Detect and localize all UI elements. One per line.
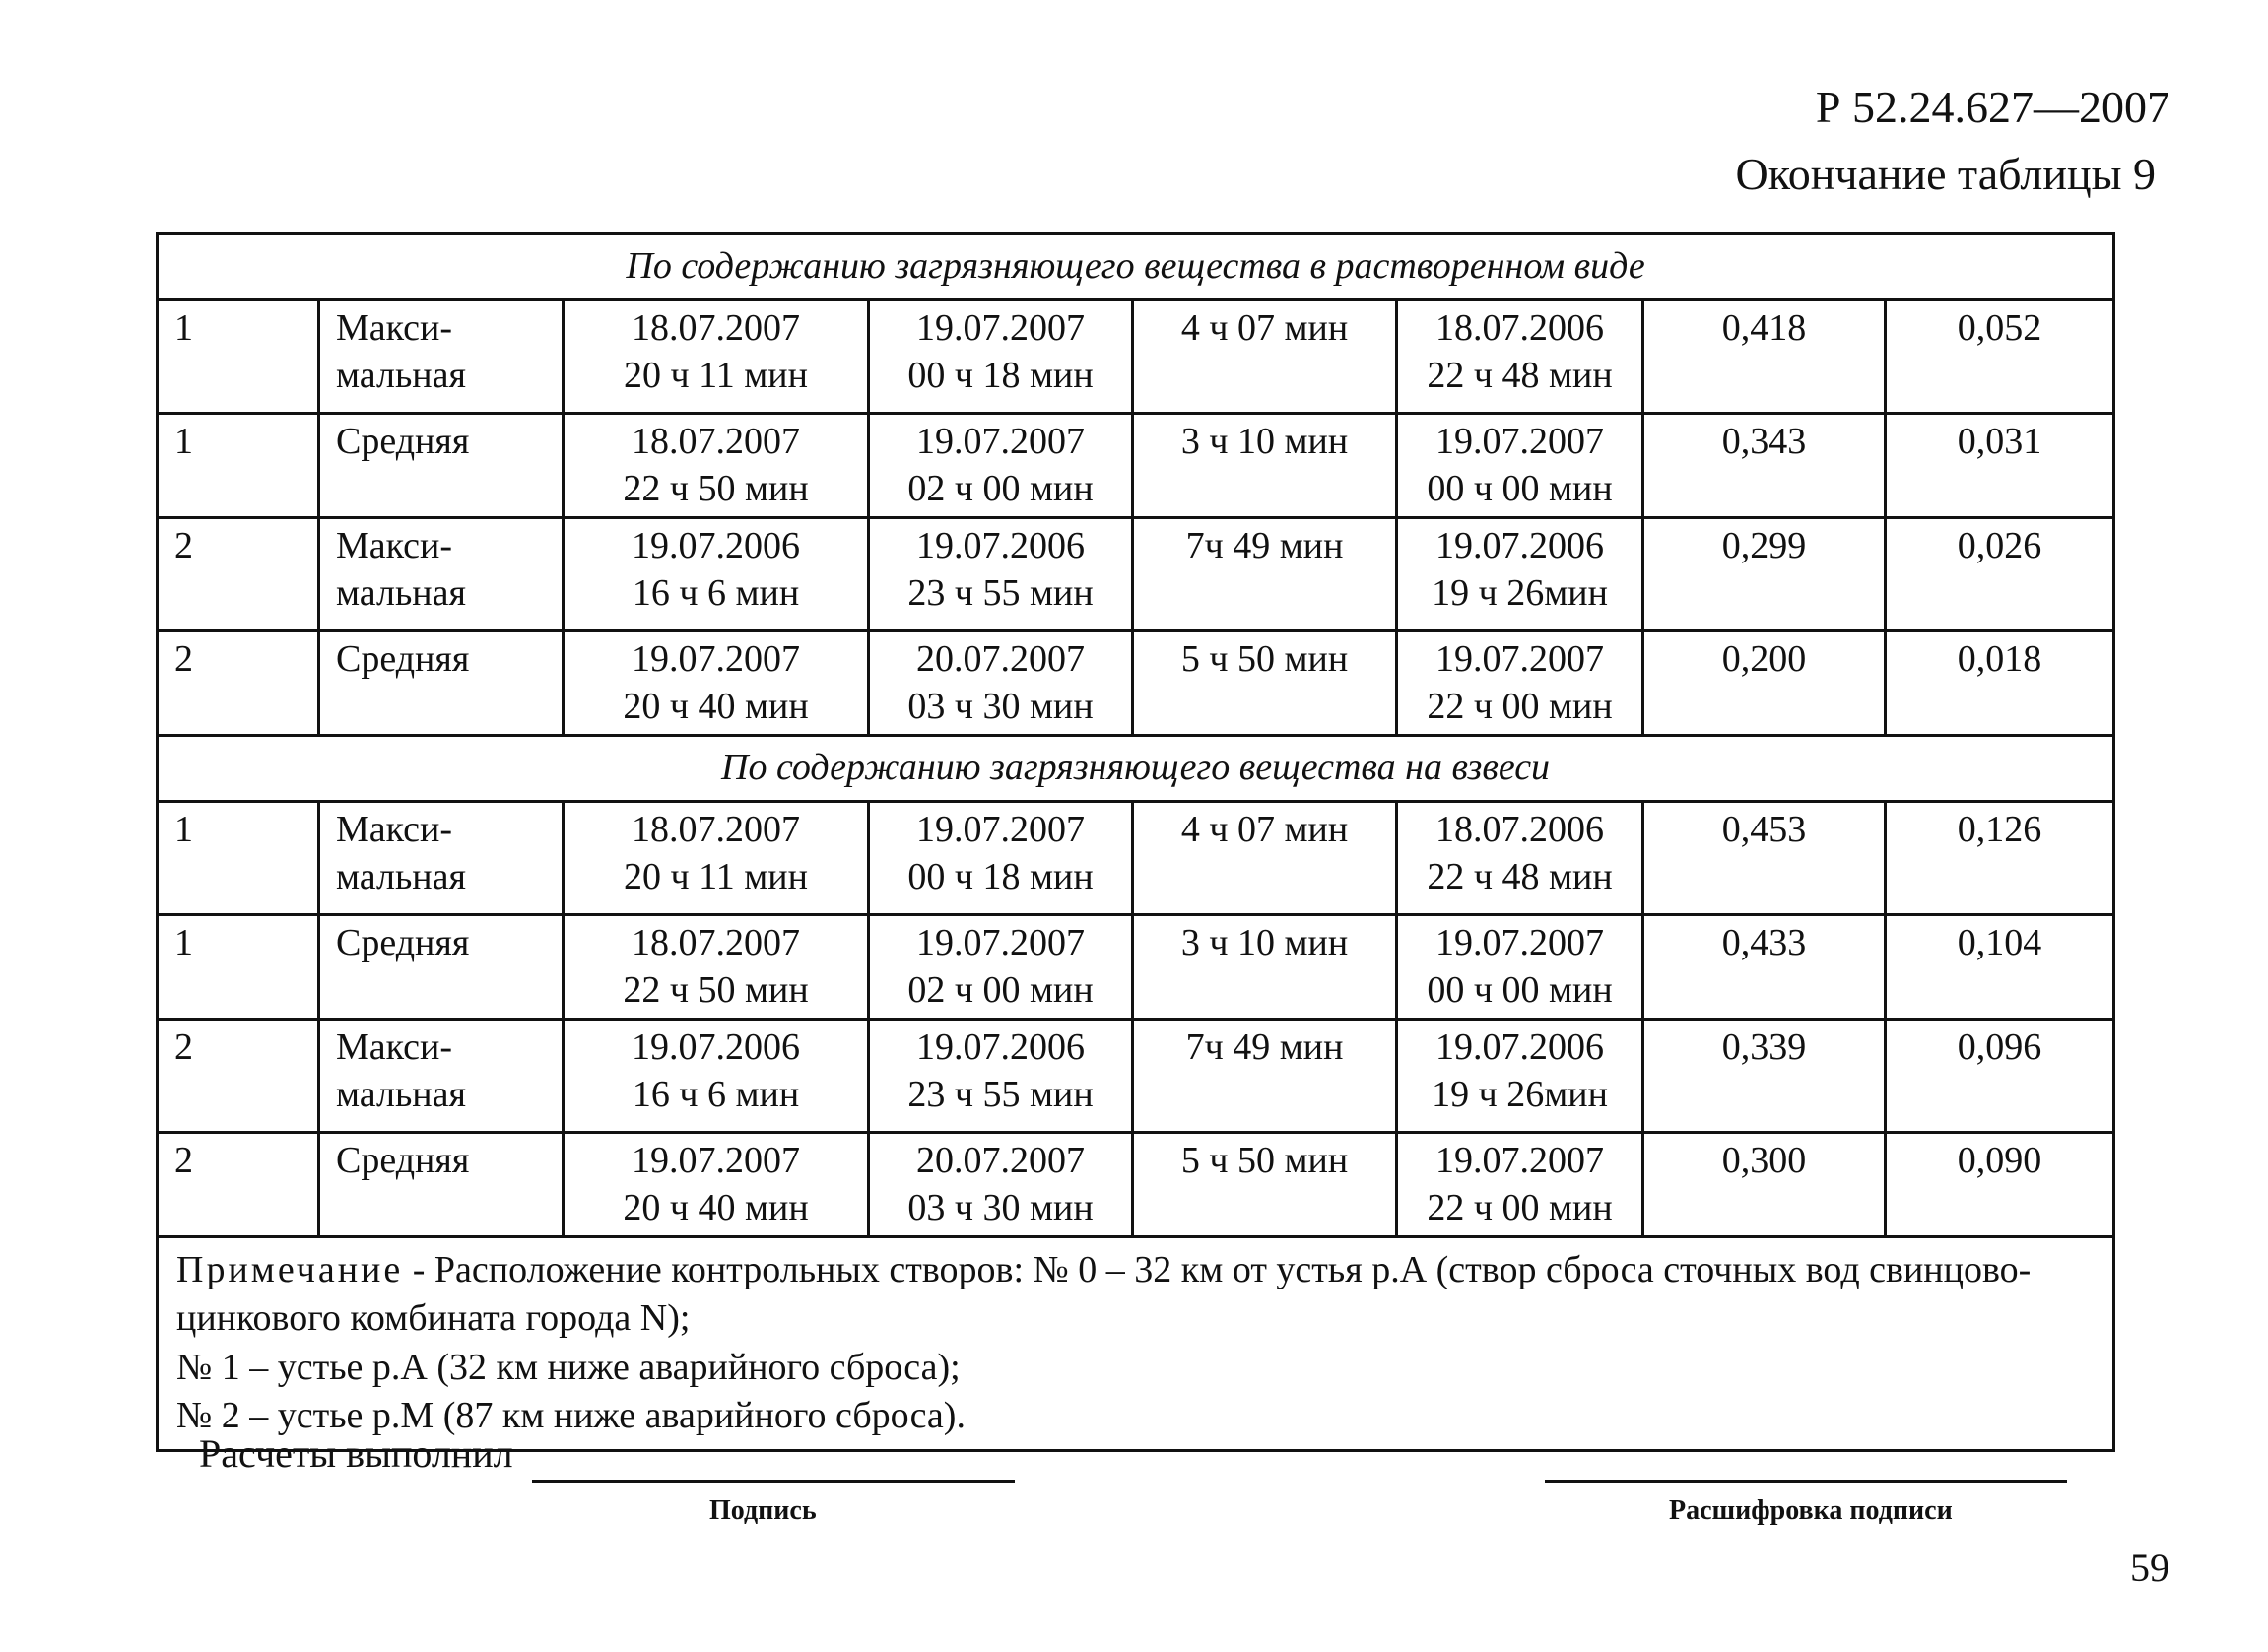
- table-note: [158, 1237, 2114, 1451]
- start-datetime-line: 16 ч 6 мин: [632, 1073, 800, 1115]
- value-2: [1886, 802, 2114, 915]
- duration: [1133, 518, 1397, 631]
- start-datetime-line: 20 ч 11 мин: [624, 855, 808, 897]
- concentration-type-line: Макси-: [336, 1026, 453, 1068]
- end-datetime-line: 23 ч 55 мин: [907, 1073, 1094, 1115]
- concentration-type-line: Средняя: [336, 421, 470, 462]
- start-datetime-line: 22 ч 50 мин: [623, 467, 809, 509]
- value-1-line: 0,433: [1721, 922, 1807, 963]
- note-line: [176, 1344, 2095, 1392]
- monitoring-point-number: [158, 631, 319, 736]
- value-2-line: 0,018: [1957, 638, 2042, 680]
- peak-datetime-line: 22 ч 00 мин: [1427, 685, 1613, 727]
- value-1: [1643, 518, 1886, 631]
- duration: [1133, 1133, 1397, 1237]
- start-datetime: [564, 631, 869, 736]
- concentration-type: [319, 300, 564, 414]
- duration: [1133, 631, 1397, 736]
- concentration-type-line: мальная: [336, 571, 466, 614]
- start-datetime-line: 19.07.2007: [632, 638, 800, 680]
- concentration-type-line: мальная: [336, 855, 466, 897]
- start-datetime-line: 18.07.2007: [632, 307, 800, 349]
- table-row: [158, 915, 2114, 1020]
- note-label: Примечание: [176, 1249, 404, 1290]
- peak-datetime-line: 18.07.2006: [1435, 307, 1604, 349]
- start-datetime-line: 16 ч 6 мин: [632, 571, 800, 614]
- value-1: [1643, 802, 1886, 915]
- document-code: Р 52.24.627—2007: [1815, 82, 2169, 132]
- value-1-line: 0,299: [1721, 525, 1807, 566]
- duration: [1133, 414, 1397, 518]
- peak-datetime-line: 18.07.2006: [1435, 809, 1604, 850]
- table-row: [158, 518, 2114, 631]
- value-2-line: 0,104: [1957, 922, 2042, 963]
- table-row: [158, 300, 2114, 414]
- end-datetime: [869, 915, 1133, 1020]
- end-datetime: [869, 414, 1133, 518]
- duration-line: 7ч 49 мин: [1185, 525, 1344, 566]
- peak-datetime: [1397, 802, 1643, 915]
- concentration-type-line: Средняя: [336, 922, 470, 963]
- monitoring-point-number: [158, 1133, 319, 1237]
- peak-datetime-line: 19.07.2006: [1435, 525, 1604, 566]
- table-row: [158, 414, 2114, 518]
- value-1-line: 0,300: [1721, 1140, 1807, 1181]
- end-datetime-line: 03 ч 30 мин: [907, 1186, 1094, 1228]
- concentration-type: [319, 414, 564, 518]
- section-heading: По содержанию загрязняющего вещества в растворенном виде: [158, 234, 2114, 300]
- start-datetime-line: 18.07.2007: [632, 421, 800, 462]
- end-datetime: [869, 631, 1133, 736]
- value-1-line: 0,343: [1721, 421, 1807, 462]
- end-datetime-line: 02 ч 00 мин: [907, 467, 1094, 509]
- data-table: [156, 232, 2115, 1452]
- end-datetime-line: 00 ч 18 мин: [907, 354, 1094, 396]
- table-continuation-title: Окончание таблицы 9: [1735, 149, 2156, 199]
- concentration-type: [319, 802, 564, 915]
- value-2: [1886, 300, 2114, 414]
- monitoring-point-number-line: 1: [174, 307, 193, 349]
- value-1-line: 0,453: [1721, 809, 1807, 850]
- concentration-type-line: Средняя: [336, 638, 470, 680]
- monitoring-point-number-line: 2: [174, 525, 193, 566]
- end-datetime-line: 03 ч 30 мин: [907, 685, 1094, 727]
- signature-decoding-line: [1545, 1480, 2067, 1483]
- duration-line: 5 ч 50 мин: [1180, 1140, 1349, 1181]
- duration-line: 4 ч 07 мин: [1180, 809, 1349, 850]
- duration: [1133, 802, 1397, 915]
- duration-line: 3 ч 10 мин: [1180, 922, 1349, 963]
- value-1: [1643, 631, 1886, 736]
- value-2: [1886, 414, 2114, 518]
- duration-line: 5 ч 50 мин: [1180, 638, 1349, 680]
- signature-line: [532, 1480, 1015, 1483]
- calculations-performed-label: Расчеты выполнил: [199, 1431, 513, 1476]
- end-datetime: [869, 802, 1133, 915]
- start-datetime: [564, 802, 869, 915]
- peak-datetime-line: 00 ч 00 мин: [1427, 467, 1613, 509]
- monitoring-point-number: [158, 300, 319, 414]
- peak-datetime: [1397, 631, 1643, 736]
- duration-line: 3 ч 10 мин: [1180, 421, 1349, 462]
- table-row: [158, 802, 2114, 915]
- peak-datetime: [1397, 300, 1643, 414]
- value-1: [1643, 1133, 1886, 1237]
- start-datetime: [564, 518, 869, 631]
- peak-datetime-line: 22 ч 00 мин: [1427, 1186, 1613, 1228]
- value-2-line: 0,090: [1957, 1140, 2042, 1181]
- concentration-type-line: мальная: [336, 354, 466, 396]
- start-datetime-line: 19.07.2007: [632, 1140, 800, 1181]
- monitoring-point-number-line: 1: [174, 809, 193, 850]
- value-1-line: 0,200: [1721, 638, 1807, 680]
- note-line: [176, 1246, 2095, 1294]
- peak-datetime-line: 19.07.2007: [1435, 1140, 1604, 1181]
- signature-caption: Подпись: [709, 1495, 817, 1526]
- table-row: [158, 1133, 2114, 1237]
- monitoring-point-number-line: 1: [174, 421, 193, 462]
- peak-datetime-line: 19 ч 26мин: [1432, 571, 1608, 614]
- note-text: № 1 – устье р.А (32 км ниже аварийного сброса);: [176, 1346, 961, 1388]
- value-2-line: 0,026: [1957, 525, 2042, 566]
- concentration-type: [319, 1020, 564, 1133]
- concentration-type: [319, 915, 564, 1020]
- end-datetime-line: 20.07.2007: [916, 1140, 1085, 1181]
- end-datetime-line: 19.07.2007: [916, 922, 1085, 963]
- value-2: [1886, 518, 2114, 631]
- concentration-type: [319, 1133, 564, 1237]
- start-datetime-line: 18.07.2007: [632, 922, 800, 963]
- peak-datetime-line: 19.07.2007: [1435, 922, 1604, 963]
- section-heading: По содержанию загрязняющего вещества на взвеси: [158, 736, 2114, 802]
- peak-datetime-line: 19.07.2007: [1435, 638, 1604, 680]
- monitoring-point-number: [158, 518, 319, 631]
- value-2: [1886, 631, 2114, 736]
- note-text: № 2 – устье р.М (87 км ниже аварийного сброса).: [176, 1395, 966, 1437]
- value-1: [1643, 300, 1886, 414]
- concentration-type: [319, 518, 564, 631]
- table-row: [158, 631, 2114, 736]
- end-datetime: [869, 1020, 1133, 1133]
- peak-datetime-line: 19 ч 26мин: [1432, 1073, 1608, 1115]
- duration-line: 7ч 49 мин: [1185, 1026, 1344, 1068]
- value-2-line: 0,126: [1957, 809, 2042, 850]
- value-2-line: 0,031: [1957, 421, 2042, 462]
- note-line: [176, 1294, 2095, 1343]
- start-datetime-line: 18.07.2007: [632, 809, 800, 850]
- value-2: [1886, 1133, 2114, 1237]
- end-datetime-line: 19.07.2007: [916, 809, 1085, 850]
- note-text: - Расположение контрольных створов: № 0 – 32 км от устья р.А (створ сброса сточных вод свинцово-: [412, 1249, 2032, 1290]
- value-1: [1643, 414, 1886, 518]
- end-datetime: [869, 518, 1133, 631]
- concentration-type-line: Макси-: [336, 525, 453, 566]
- end-datetime-line: 19.07.2007: [916, 307, 1085, 349]
- monitoring-point-number: [158, 414, 319, 518]
- end-datetime-line: 20.07.2007: [916, 638, 1085, 680]
- start-datetime: [564, 1133, 869, 1237]
- start-datetime: [564, 414, 869, 518]
- concentration-type-line: Макси-: [336, 809, 453, 850]
- value-2: [1886, 915, 2114, 1020]
- peak-datetime-line: 19.07.2006: [1435, 1026, 1604, 1068]
- peak-datetime: [1397, 1020, 1643, 1133]
- peak-datetime: [1397, 915, 1643, 1020]
- signature-decoding-caption: Расшифровка подписи: [1669, 1495, 1953, 1526]
- start-datetime-line: 22 ч 50 мин: [623, 968, 809, 1011]
- monitoring-point-number-line: 1: [174, 922, 193, 963]
- value-2-line: 0,096: [1957, 1026, 2042, 1068]
- end-datetime: [869, 300, 1133, 414]
- peak-datetime: [1397, 414, 1643, 518]
- peak-datetime: [1397, 1133, 1643, 1237]
- start-datetime-line: 20 ч 40 мин: [623, 685, 809, 727]
- monitoring-point-number: [158, 915, 319, 1020]
- end-datetime-line: 23 ч 55 мин: [907, 571, 1094, 614]
- concentration-type-line: Макси-: [336, 307, 453, 349]
- start-datetime-line: 19.07.2006: [632, 525, 800, 566]
- end-datetime: [869, 1133, 1133, 1237]
- end-datetime-line: 19.07.2007: [916, 421, 1085, 462]
- duration: [1133, 915, 1397, 1020]
- monitoring-point-number: [158, 802, 319, 915]
- start-datetime-line: 20 ч 40 мин: [623, 1186, 809, 1228]
- end-datetime-line: 19.07.2006: [916, 525, 1085, 566]
- start-datetime-line: 20 ч 11 мин: [624, 354, 808, 396]
- duration-line: 4 ч 07 мин: [1180, 307, 1349, 349]
- monitoring-point-number-line: 2: [174, 638, 193, 680]
- monitoring-point-number-line: 2: [174, 1140, 193, 1181]
- value-1-line: 0,418: [1721, 307, 1807, 349]
- start-datetime: [564, 1020, 869, 1133]
- duration: [1133, 300, 1397, 414]
- peak-datetime-line: 22 ч 48 мин: [1427, 855, 1613, 897]
- peak-datetime-line: 22 ч 48 мин: [1427, 354, 1613, 396]
- value-1: [1643, 1020, 1886, 1133]
- value-2-line: 0,052: [1957, 307, 2042, 349]
- start-datetime: [564, 300, 869, 414]
- end-datetime-line: 02 ч 00 мин: [907, 968, 1094, 1011]
- value-2: [1886, 1020, 2114, 1133]
- duration: [1133, 1020, 1397, 1133]
- start-datetime: [564, 915, 869, 1020]
- concentration-type-line: Средняя: [336, 1140, 470, 1181]
- end-datetime-line: 19.07.2006: [916, 1026, 1085, 1068]
- monitoring-point-number-line: 2: [174, 1026, 193, 1068]
- peak-datetime-line: 00 ч 00 мин: [1427, 968, 1613, 1011]
- value-1: [1643, 915, 1886, 1020]
- table-row: [158, 1020, 2114, 1133]
- end-datetime-line: 00 ч 18 мин: [907, 855, 1094, 897]
- peak-datetime-line: 19.07.2007: [1435, 421, 1604, 462]
- peak-datetime: [1397, 518, 1643, 631]
- concentration-type: [319, 631, 564, 736]
- page-number: 59: [2130, 1546, 2169, 1590]
- start-datetime-line: 19.07.2006: [632, 1026, 800, 1068]
- note-text: цинкового комбината города N);: [176, 1297, 691, 1340]
- value-1-line: 0,339: [1721, 1026, 1807, 1068]
- concentration-type-line: мальная: [336, 1073, 466, 1115]
- monitoring-point-number: [158, 1020, 319, 1133]
